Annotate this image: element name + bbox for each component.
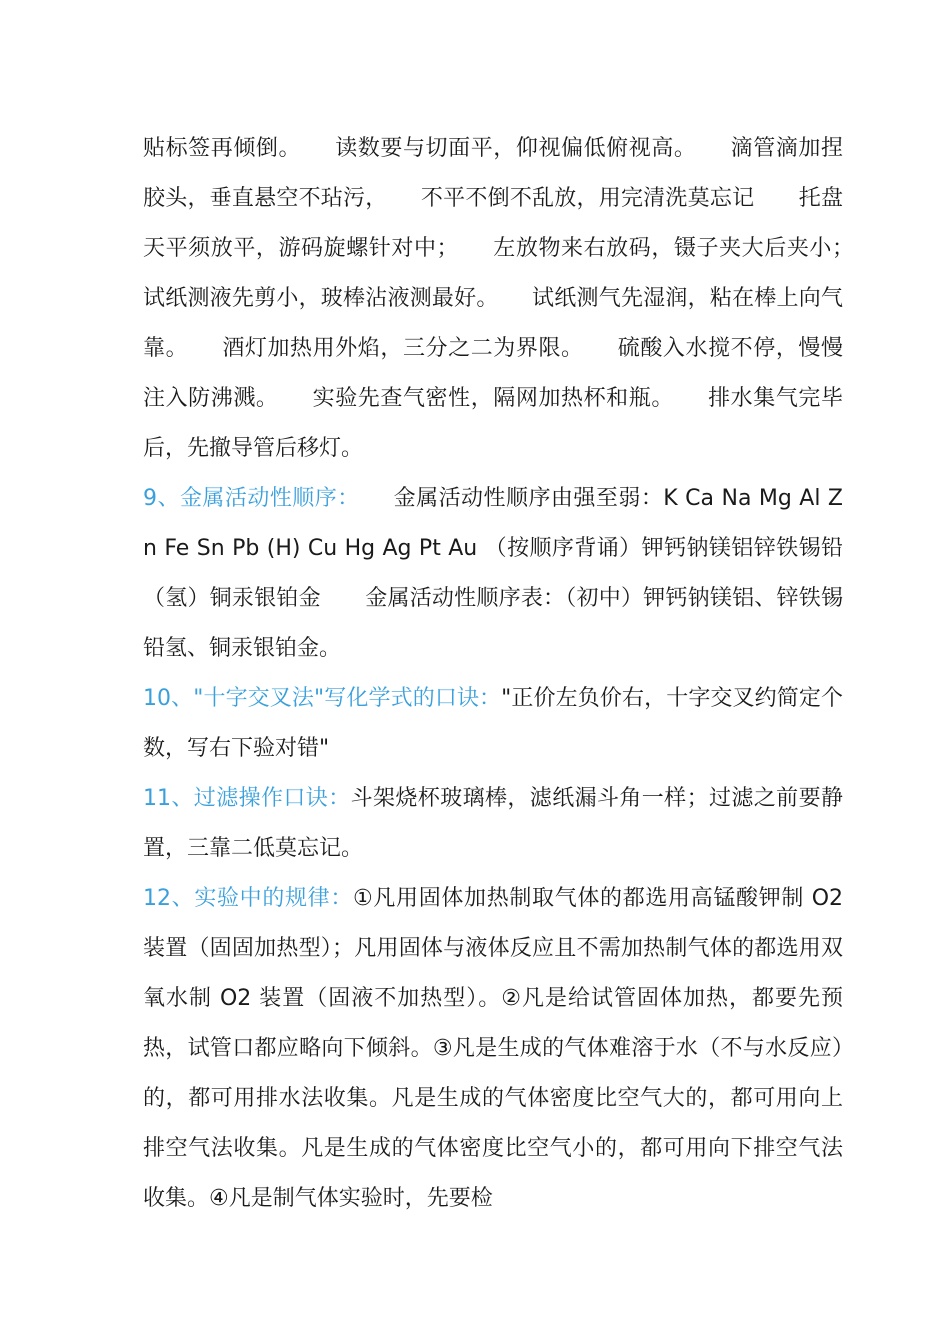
paragraph-text: "正价左负价右，十字交叉约简定个数，写右下验对错" bbox=[143, 686, 843, 761]
paragraph-lab-rhymes bbox=[143, 124, 888, 474]
paragraph-text: ①凡用固体加热制取气体的都选用高锰酸钾制 O2 装置（固固加热型）；凡用固体与液体反应且不需加热制气体的都选用双氧水制 O2 装置（固液不加热型）。②凡是给试管固体加热，都要先预热，试管口都应略向下倾斜。③凡是生成的气体难溶于水（不与水反应）的，都可用排水法收集。凡是生成的气体密度比空气大的，都可用向上排空气法收集。凡是生成的气体密度比空气小的，都可用向下排空气法收集。④凡是制气体实验时，先要检 bbox=[143, 886, 844, 1211]
paragraph-text: 斗架烧杯玻璃棒，滤纸漏斗角一样；过滤之前要静置，三靠二低莫忘记。 bbox=[143, 786, 843, 861]
paragraph-metal-activity bbox=[143, 474, 843, 674]
section-heading: 10、"十字交叉法"写化学式的口诀： bbox=[143, 686, 502, 711]
section-heading: 12、实验中的规律： bbox=[143, 886, 353, 911]
section-heading: 9、金属活动性顺序： bbox=[143, 486, 349, 511]
paragraph-experiment-rules bbox=[143, 874, 843, 1224]
paragraph-cross-method bbox=[143, 674, 843, 774]
paragraph-filtration bbox=[143, 774, 843, 874]
paragraph-text: 贴标签再倾倒。 读数要与切面平，仰视偏低俯视高。 滴管滴加捏胶头，垂直悬空不玷污， 不平不倒不乱放，用完清洗莫忘记 托盘天平须放平，游码旋螺针对中； 左放物来右放码，镊子夹大后夹小； 试纸测液先剪小，玻棒沾液测最好。 试纸测气先湿润，粘在棒上向气靠。 酒灯加热用外焰，三分之二为界限。 硫酸入水搅不停，慢慢注入防沸溅。 实验先查气密性，隔网加热杯和瓶。 排水集气完毕后，先撤导管后移灯。 bbox=[143, 136, 888, 461]
paragraph-text: 金属活动性顺序由强至弱：K Ca Na Mg Al Zn Fe Sn Pb (H) Cu Hg Ag Pt Au （按顺序背诵）钾钙钠镁铝锌铁锡铅（氢）铜汞银铂金 金属活动性顺序表：（初中）钾钙钠镁铝、锌铁锡铅氢、铜汞银铂金。 bbox=[143, 486, 843, 661]
document-body bbox=[143, 124, 888, 1224]
section-heading: 11、过滤操作口诀： bbox=[143, 786, 351, 811]
